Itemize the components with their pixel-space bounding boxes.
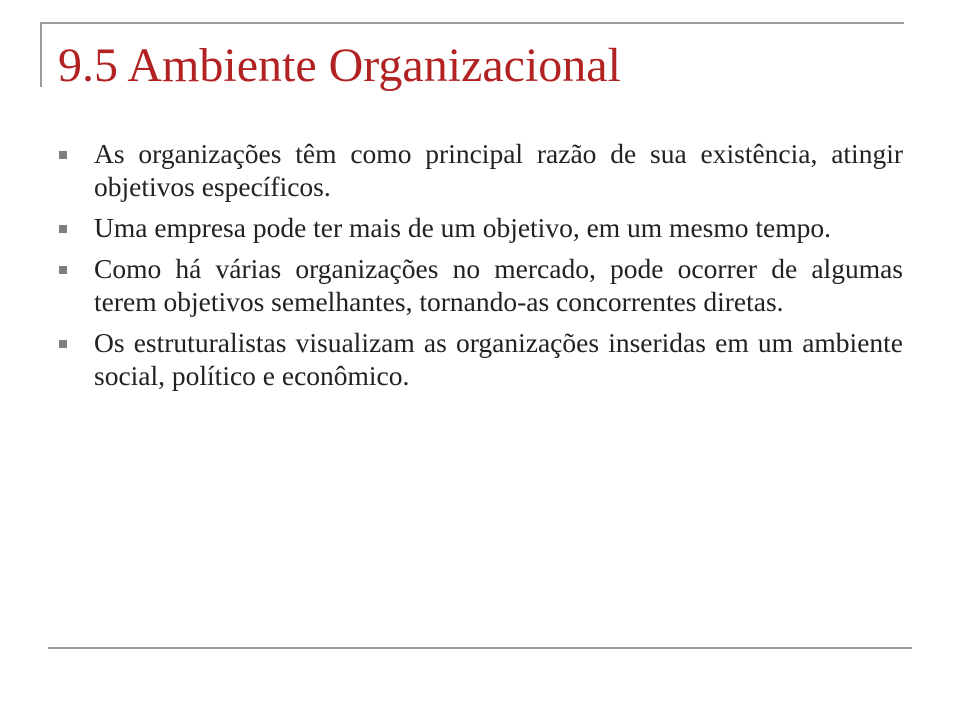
bullet-item	[55, 252, 903, 318]
bullet-item	[55, 211, 903, 244]
square-bullet-icon	[59, 340, 67, 348]
bullet-text: Os estruturalistas visualizam as organizações inseridas em um ambiente social, político e econômico.	[94, 327, 903, 391]
left-divider	[40, 22, 42, 87]
bottom-divider	[48, 647, 912, 649]
top-divider	[40, 22, 904, 24]
square-bullet-icon	[59, 225, 67, 233]
bullet-list	[55, 137, 903, 400]
bullet-item	[55, 137, 903, 203]
bullet-item	[55, 326, 903, 392]
square-bullet-icon	[59, 151, 67, 159]
slide-title: 9.5 Ambiente Organizacional	[58, 39, 621, 92]
bullet-text: As organizações têm como principal razão de sua existência, atingir objetivos específicos.	[94, 138, 903, 202]
square-bullet-icon	[59, 266, 67, 274]
bullet-text: Uma empresa pode ter mais de um objetivo, em um mesmo tempo.	[94, 212, 831, 243]
bullet-text: Como há várias organizações no mercado, pode ocorrer de algumas terem objetivos semelhantes, tornando-as concorrentes diretas.	[94, 253, 903, 317]
